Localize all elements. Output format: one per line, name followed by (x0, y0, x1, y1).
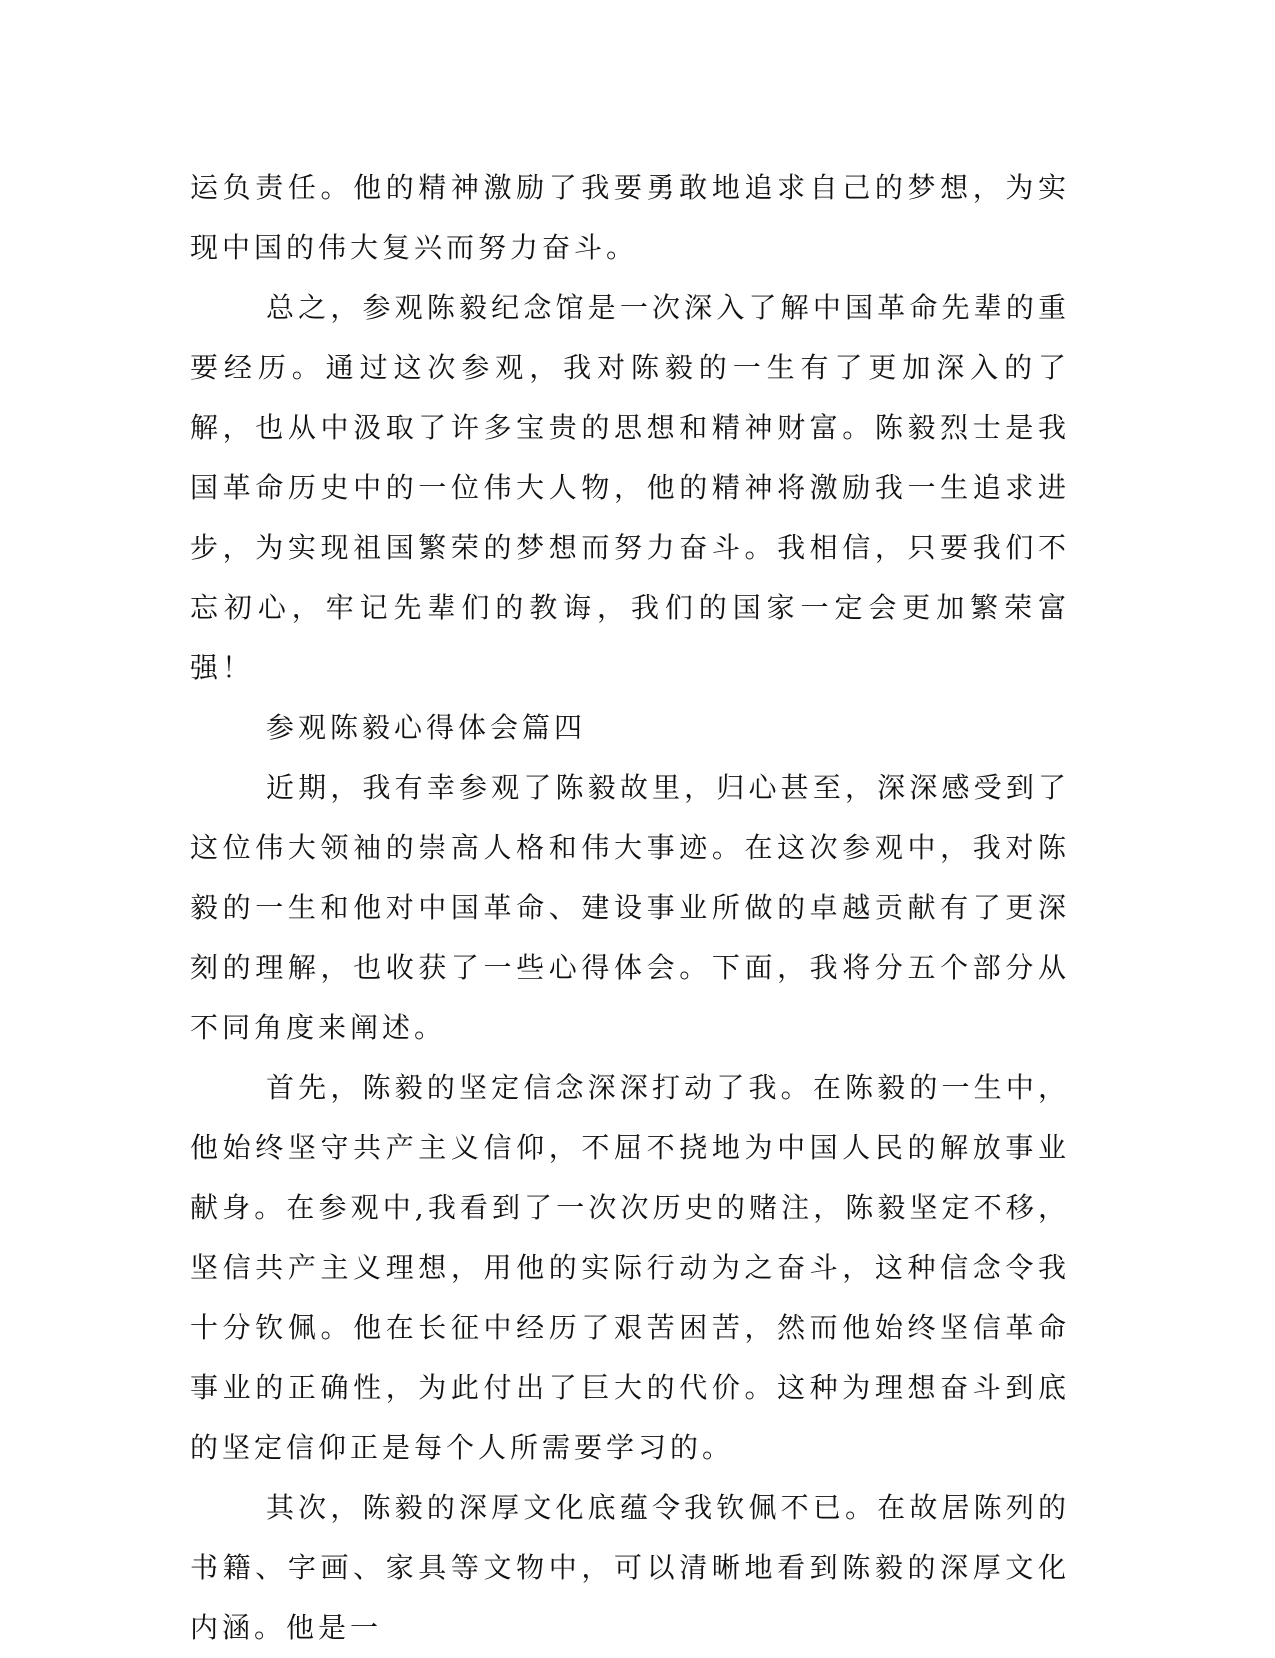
paragraph-first-point: 首先，陈毅的坚定信念深深打动了我。在陈毅的一生中，他始终坚守共产主义信仰，不屈不挠地为中国人民的解放事业献身。在参观中,我看到了一次次历史的赌注，陈毅坚定不移，坚信共产主义理想，用他的实际行动为之奋斗，这种信念令我十分钦佩。他在长征中经历了艰苦困苦，然而他始终坚信革命事业的正确性，为此付出了巨大的代价。这种为理想奋斗到底的坚定信仰正是每个人所需要学习的。 (190, 1071, 1070, 1464)
section-heading: 参观陈毅心得体会篇四 (266, 711, 587, 744)
document-body (190, 158, 1070, 1658)
paragraph-conclusion: 总之，参观陈毅纪念馆是一次深入了解中国革命先辈的重要经历。通过这次参观，我对陈毅的一生有了更加深入的了解，也从中汲取了许多宝贵的思想和精神财富。陈毅烈士是我国革命历史中的一位伟大人物，他的精神将激励我一生追求进步，为实现祖国繁荣的梦想而努力奋斗。我相信，只要我们不忘初心，牢记先辈们的教诲，我们的国家一定会更加繁荣富强！ (190, 291, 1070, 684)
paragraph-intro: 近期，我有幸参观了陈毅故里，归心甚至，深深感受到了这位伟大领袖的崇高人格和伟大事迹。在这次参观中，我对陈毅的一生和他对中国革命、建设事业所做的卓越贡献有了更深刻的理解，也收获了一些心得体会。下面，我将分五个部分从不同角度来阐述。 (190, 771, 1070, 1044)
paragraph-second-point: 其次，陈毅的深厚文化底蕴令我钦佩不已。在故居陈列的书籍、字画、家具等文物中，可以清晰地看到陈毅的深厚文化内涵。他是一 (190, 1491, 1070, 1644)
paragraph-continuation: 运负责任。他的精神激励了我要勇敢地追求自己的梦想，为实现中国的伟大复兴而努力奋斗。 (190, 171, 1070, 264)
